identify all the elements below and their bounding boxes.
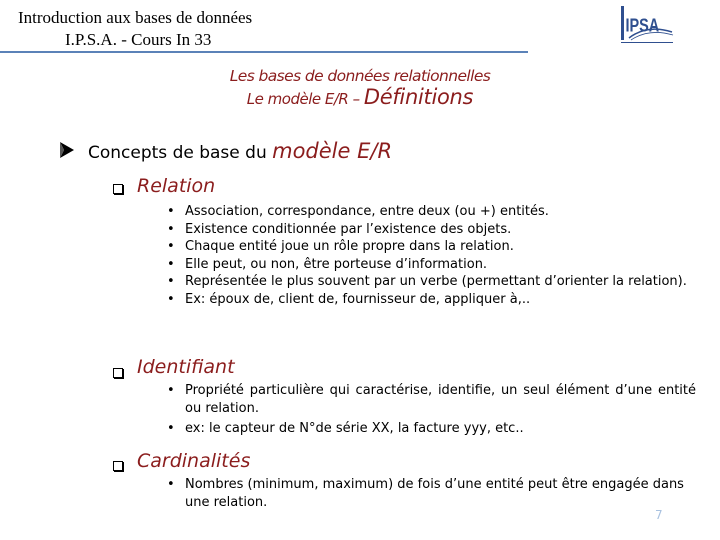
square-bullet-icon <box>113 368 123 378</box>
identifiant-bullets <box>167 382 696 438</box>
list-item: • Chaque entité joue un rôle propre dans la relation. <box>167 238 696 256</box>
slide-title-line2 <box>0 85 720 109</box>
list-item: • Nombres (minimum, maximum) de fois d’une entité peut être engagée dans une relation. <box>167 476 696 511</box>
section-heading-identifiant: Identifiant <box>137 356 235 378</box>
section-heading-relation: Relation <box>137 175 216 197</box>
main-point-prefix: Concepts de base du <box>88 143 273 163</box>
list-item: • Représentée le plus souvent par un verbe (permettant d’orienter la relation). <box>167 273 696 291</box>
list-item: • ex: le capteur de N°de série XX, la facture yyy, etc.. <box>167 420 696 438</box>
cardinalites-bullets <box>167 476 696 511</box>
list-item: • Ex: époux de, client de, fournisseur de, appliquer à,.. <box>167 291 696 309</box>
square-bullet-icon <box>113 184 123 194</box>
main-point-emphasis: modèle E/R <box>272 139 393 163</box>
logo-text: IPSA <box>625 14 660 37</box>
header-divider <box>0 51 528 53</box>
slide-title-prefix: Le modèle E/R – <box>246 90 364 108</box>
relation-bullets <box>167 203 696 308</box>
slide-title-emphasis: Définitions <box>363 85 474 109</box>
list-item: • Association, correspondance, entre deux (ou +) entités. <box>167 203 696 221</box>
square-bullet-icon <box>113 461 123 471</box>
page-number: 7 <box>655 508 663 522</box>
ipsa-logo <box>617 2 677 50</box>
list-item: • Elle peut, ou non, être porteuse d’information. <box>167 256 696 274</box>
main-point <box>88 140 392 164</box>
slide-title-line1: Les bases de données relationnelles <box>229 67 491 85</box>
list-item: • Propriété particulière qui caractérise, identifie, un seul élément d’une entité ou relation. <box>167 382 696 417</box>
header-title: Introduction aux bases de données <box>18 8 253 27</box>
list-item: • Existence conditionnée par l’existence des objets. <box>167 221 696 239</box>
arrow-bullet-icon <box>58 141 76 159</box>
section-heading-cardinalites: Cardinalités <box>137 450 251 472</box>
header-subtitle: I.P.S.A. - Cours In 33 <box>65 30 212 49</box>
